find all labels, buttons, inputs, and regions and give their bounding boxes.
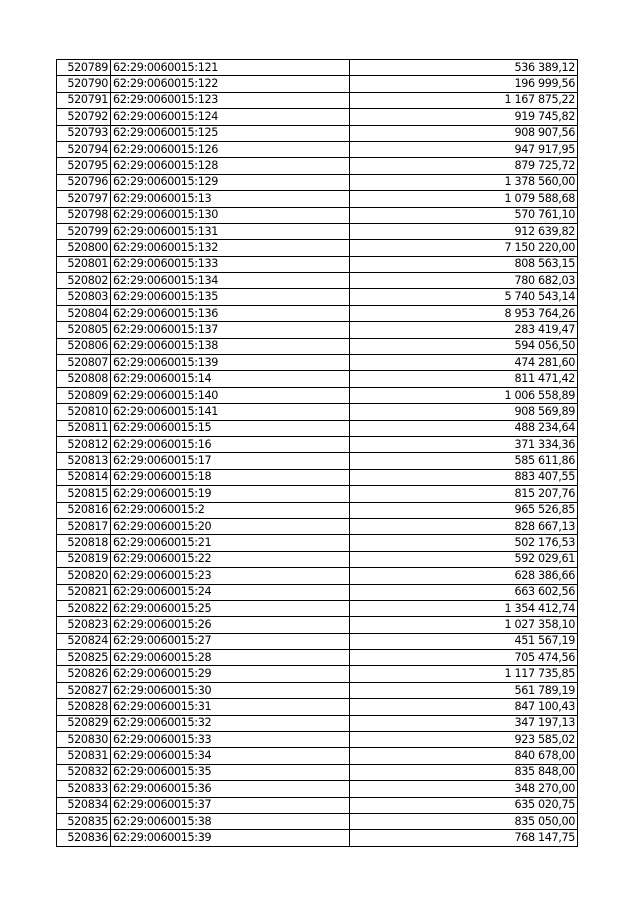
cadastral-number-cell: 62:29:0060015:29 (111, 666, 350, 682)
table-row (57, 715, 578, 731)
cadastral-number-cell: 62:29:0060015:17 (111, 453, 350, 469)
row-number-cell: 520834 (57, 797, 111, 813)
cadastral-number-cell: 62:29:0060015:2 (111, 502, 350, 518)
row-number-cell: 520807 (57, 355, 111, 371)
table-row (57, 387, 578, 403)
value-cell: 488 234,64 (350, 420, 578, 436)
row-number-cell: 520791 (57, 92, 111, 108)
cadastral-number-cell: 62:29:0060015:133 (111, 256, 350, 272)
cadastral-number-cell: 62:29:0060015:24 (111, 584, 350, 600)
table-row (57, 240, 578, 256)
table-row (57, 322, 578, 338)
table-row (57, 797, 578, 813)
cadastral-number-cell: 62:29:0060015:31 (111, 699, 350, 715)
table-row (57, 60, 578, 76)
value-cell: 912 639,82 (350, 223, 578, 239)
row-number-cell: 520827 (57, 682, 111, 698)
value-cell: 628 386,66 (350, 568, 578, 584)
table-row (57, 617, 578, 633)
cadastral-number-cell: 62:29:0060015:132 (111, 240, 350, 256)
table-row (57, 436, 578, 452)
table-row (57, 551, 578, 567)
row-number-cell: 520798 (57, 207, 111, 223)
table-row (57, 371, 578, 387)
cadastral-number-cell: 62:29:0060015:122 (111, 76, 350, 92)
row-number-cell: 520822 (57, 600, 111, 616)
row-number-cell: 520802 (57, 273, 111, 289)
row-number-cell: 520832 (57, 764, 111, 780)
row-number-cell: 520825 (57, 650, 111, 666)
value-cell: 1 117 735,85 (350, 666, 578, 682)
table-row (57, 682, 578, 698)
row-number-cell: 520794 (57, 141, 111, 157)
table-body (57, 60, 578, 847)
cadastral-number-cell: 62:29:0060015:21 (111, 535, 350, 551)
table-row (57, 732, 578, 748)
cadastral-number-cell: 62:29:0060015:139 (111, 355, 350, 371)
value-cell: 908 569,89 (350, 404, 578, 420)
row-number-cell: 520806 (57, 338, 111, 354)
row-number-cell: 520799 (57, 223, 111, 239)
value-cell: 585 611,86 (350, 453, 578, 469)
value-cell: 923 585,02 (350, 732, 578, 748)
row-number-cell: 520804 (57, 305, 111, 321)
value-cell: 808 563,15 (350, 256, 578, 272)
row-number-cell: 520818 (57, 535, 111, 551)
row-number-cell: 520835 (57, 813, 111, 829)
table-row (57, 305, 578, 321)
value-cell: 348 270,00 (350, 781, 578, 797)
value-cell: 196 999,56 (350, 76, 578, 92)
value-cell: 780 682,03 (350, 273, 578, 289)
cadastral-number-cell: 62:29:0060015:35 (111, 764, 350, 780)
cadastral-number-cell: 62:29:0060015:13 (111, 191, 350, 207)
row-number-cell: 520795 (57, 158, 111, 174)
table-row (57, 158, 578, 174)
table-row (57, 748, 578, 764)
value-cell: 1 027 358,10 (350, 617, 578, 633)
value-cell: 835 848,00 (350, 764, 578, 780)
value-cell: 635 020,75 (350, 797, 578, 813)
cadastral-number-cell: 62:29:0060015:123 (111, 92, 350, 108)
table-row (57, 141, 578, 157)
row-number-cell: 520820 (57, 568, 111, 584)
value-cell: 879 725,72 (350, 158, 578, 174)
value-cell: 8 953 764,26 (350, 305, 578, 321)
row-number-cell: 520819 (57, 551, 111, 567)
cadastral-number-cell: 62:29:0060015:23 (111, 568, 350, 584)
cadastral-number-cell: 62:29:0060015:28 (111, 650, 350, 666)
table-row (57, 518, 578, 534)
row-number-cell: 520797 (57, 191, 111, 207)
cadastral-number-cell: 62:29:0060015:135 (111, 289, 350, 305)
value-cell: 768 147,75 (350, 830, 578, 846)
cadastral-number-cell: 62:29:0060015:130 (111, 207, 350, 223)
value-cell: 965 526,85 (350, 502, 578, 518)
value-cell: 474 281,60 (350, 355, 578, 371)
row-number-cell: 520812 (57, 436, 111, 452)
cadastral-number-cell: 62:29:0060015:136 (111, 305, 350, 321)
table-row (57, 256, 578, 272)
row-number-cell: 520789 (57, 60, 111, 76)
cadastral-number-cell: 62:29:0060015:137 (111, 322, 350, 338)
cadastral-number-cell: 62:29:0060015:124 (111, 109, 350, 125)
table-row (57, 633, 578, 649)
row-number-cell: 520826 (57, 666, 111, 682)
row-number-cell: 520830 (57, 732, 111, 748)
table-row (57, 92, 578, 108)
row-number-cell: 520800 (57, 240, 111, 256)
table-row (57, 584, 578, 600)
table-row (57, 535, 578, 551)
table-row (57, 191, 578, 207)
cadastral-number-cell: 62:29:0060015:22 (111, 551, 350, 567)
cadastral-number-cell: 62:29:0060015:121 (111, 60, 350, 76)
value-cell: 947 917,95 (350, 141, 578, 157)
cadastral-number-cell: 62:29:0060015:129 (111, 174, 350, 190)
cadastral-number-cell: 62:29:0060015:19 (111, 486, 350, 502)
table-row (57, 813, 578, 829)
cadastral-value-table (56, 59, 578, 847)
value-cell: 883 407,55 (350, 469, 578, 485)
cadastral-number-cell: 62:29:0060015:131 (111, 223, 350, 239)
table-row (57, 223, 578, 239)
table-row (57, 273, 578, 289)
row-number-cell: 520814 (57, 469, 111, 485)
cadastral-number-cell: 62:29:0060015:37 (111, 797, 350, 813)
value-cell: 840 678,00 (350, 748, 578, 764)
value-cell: 561 789,19 (350, 682, 578, 698)
cadastral-number-cell: 62:29:0060015:18 (111, 469, 350, 485)
value-cell: 5 740 543,14 (350, 289, 578, 305)
row-number-cell: 520816 (57, 502, 111, 518)
value-cell: 828 667,13 (350, 518, 578, 534)
value-cell: 663 602,56 (350, 584, 578, 600)
value-cell: 1 079 588,68 (350, 191, 578, 207)
cadastral-number-cell: 62:29:0060015:30 (111, 682, 350, 698)
cadastral-number-cell: 62:29:0060015:25 (111, 600, 350, 616)
value-cell: 847 100,43 (350, 699, 578, 715)
table-row (57, 568, 578, 584)
table-row (57, 650, 578, 666)
table-row (57, 830, 578, 846)
cadastral-number-cell: 62:29:0060015:39 (111, 830, 350, 846)
value-cell: 1 006 558,89 (350, 387, 578, 403)
value-cell: 815 207,76 (350, 486, 578, 502)
value-cell: 1 167 875,22 (350, 92, 578, 108)
row-number-cell: 520811 (57, 420, 111, 436)
table-row (57, 404, 578, 420)
value-cell: 536 389,12 (350, 60, 578, 76)
cadastral-number-cell: 62:29:0060015:128 (111, 158, 350, 174)
row-number-cell: 520793 (57, 125, 111, 141)
table-row (57, 338, 578, 354)
value-cell: 919 745,82 (350, 109, 578, 125)
table-row (57, 600, 578, 616)
cadastral-number-cell: 62:29:0060015:138 (111, 338, 350, 354)
table-row (57, 355, 578, 371)
cadastral-number-cell: 62:29:0060015:38 (111, 813, 350, 829)
value-cell: 594 056,50 (350, 338, 578, 354)
row-number-cell: 520796 (57, 174, 111, 190)
value-cell: 570 761,10 (350, 207, 578, 223)
value-cell: 371 334,36 (350, 436, 578, 452)
cadastral-number-cell: 62:29:0060015:125 (111, 125, 350, 141)
table-row (57, 486, 578, 502)
cadastral-number-cell: 62:29:0060015:36 (111, 781, 350, 797)
table-row (57, 666, 578, 682)
cadastral-number-cell: 62:29:0060015:27 (111, 633, 350, 649)
value-cell: 283 419,47 (350, 322, 578, 338)
cadastral-number-cell: 62:29:0060015:140 (111, 387, 350, 403)
value-cell: 908 907,56 (350, 125, 578, 141)
row-number-cell: 520809 (57, 387, 111, 403)
row-number-cell: 520823 (57, 617, 111, 633)
value-cell: 347 197,13 (350, 715, 578, 731)
row-number-cell: 520817 (57, 518, 111, 534)
table-row (57, 420, 578, 436)
value-cell: 7 150 220,00 (350, 240, 578, 256)
table-row (57, 502, 578, 518)
row-number-cell: 520831 (57, 748, 111, 764)
row-number-cell: 520790 (57, 76, 111, 92)
row-number-cell: 520828 (57, 699, 111, 715)
table-row (57, 174, 578, 190)
row-number-cell: 520833 (57, 781, 111, 797)
table-row (57, 453, 578, 469)
cadastral-number-cell: 62:29:0060015:33 (111, 732, 350, 748)
value-cell: 1 378 560,00 (350, 174, 578, 190)
value-cell: 1 354 412,74 (350, 600, 578, 616)
row-number-cell: 520821 (57, 584, 111, 600)
table-row (57, 125, 578, 141)
row-number-cell: 520810 (57, 404, 111, 420)
table-row (57, 469, 578, 485)
cadastral-number-cell: 62:29:0060015:26 (111, 617, 350, 633)
value-cell: 705 474,56 (350, 650, 578, 666)
row-number-cell: 520829 (57, 715, 111, 731)
cadastral-number-cell: 62:29:0060015:141 (111, 404, 350, 420)
value-cell: 811 471,42 (350, 371, 578, 387)
value-cell: 451 567,19 (350, 633, 578, 649)
cadastral-number-cell: 62:29:0060015:134 (111, 273, 350, 289)
row-number-cell: 520803 (57, 289, 111, 305)
cadastral-number-cell: 62:29:0060015:14 (111, 371, 350, 387)
value-cell: 835 050,00 (350, 813, 578, 829)
table-row (57, 764, 578, 780)
cadastral-number-cell: 62:29:0060015:15 (111, 420, 350, 436)
row-number-cell: 520813 (57, 453, 111, 469)
row-number-cell: 520836 (57, 830, 111, 846)
cadastral-number-cell: 62:29:0060015:32 (111, 715, 350, 731)
cadastral-number-cell: 62:29:0060015:16 (111, 436, 350, 452)
table-row (57, 699, 578, 715)
table-row (57, 109, 578, 125)
row-number-cell: 520824 (57, 633, 111, 649)
value-cell: 592 029,61 (350, 551, 578, 567)
table-row (57, 781, 578, 797)
row-number-cell: 520801 (57, 256, 111, 272)
row-number-cell: 520805 (57, 322, 111, 338)
cadastral-number-cell: 62:29:0060015:34 (111, 748, 350, 764)
row-number-cell: 520808 (57, 371, 111, 387)
row-number-cell: 520815 (57, 486, 111, 502)
table-row (57, 289, 578, 305)
table-row (57, 76, 578, 92)
cadastral-number-cell: 62:29:0060015:126 (111, 141, 350, 157)
table-row (57, 207, 578, 223)
cadastral-number-cell: 62:29:0060015:20 (111, 518, 350, 534)
value-cell: 502 176,53 (350, 535, 578, 551)
row-number-cell: 520792 (57, 109, 111, 125)
